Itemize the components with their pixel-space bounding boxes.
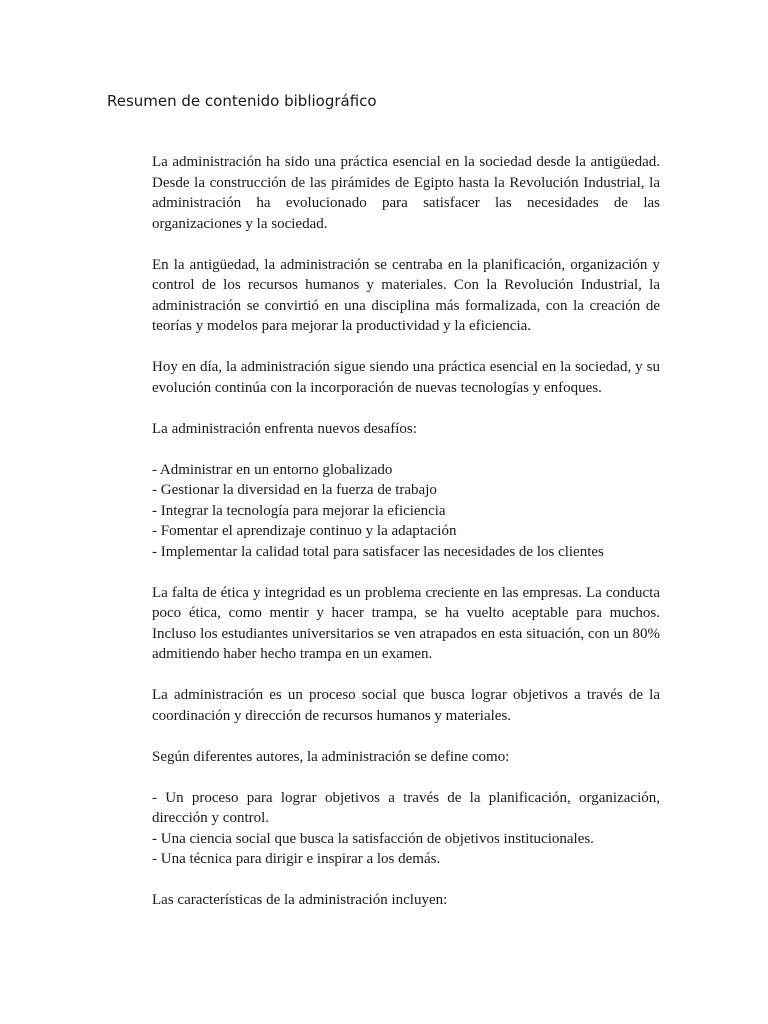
paragraph-challenges-intro: La administración enfrenta nuevos desafíos: xyxy=(152,420,417,437)
paragraph-antiquity: En la antigüedad, la administración se centraba en la planificación, organización y control de los recursos humanos y materiales. Con la Revolución Industrial, la administración se convirtió en una disciplina más formalizada, con la creación de teorías y modelos para mejorar la productividad y la eficiencia. xyxy=(152,256,660,334)
list-item: - Implementar la calidad total para satisfacer las necesidades de los clientes xyxy=(152,543,604,560)
paragraph-today: Hoy en día, la administración sigue siendo una práctica esencial en la sociedad, y su evolución continúa con la incorporación de nuevas tecnologías y enfoques. xyxy=(152,359,660,396)
document-title: Resumen de contenido bibliográfico xyxy=(107,92,377,110)
list-item: - Administrar en un entorno globalizado xyxy=(152,461,393,478)
list-item: - Un proceso para lograr objetivos a través de la planificación, organización, dirección y control. xyxy=(152,789,660,826)
list-item: - Fomentar el aprendizaje continuo y la adaptación xyxy=(152,523,457,539)
document-body xyxy=(152,152,660,911)
paragraph-history: La administración ha sido una práctica esencial en la sociedad desde la antigüedad. Desde la construcción de las pirámides de Egipto hasta la Revolución Industrial, la administración ha evolucionado para satisfacer las necesidades de las organizaciones y la sociedad. xyxy=(152,154,660,232)
definitions-list xyxy=(152,788,660,870)
list-item: - Una ciencia social que busca la satisfacción de objetivos institucionales. xyxy=(152,830,594,847)
paragraph-definitions-intro: Según diferentes autores, la administración se define como: xyxy=(152,748,510,765)
paragraph-characteristics-intro: Las características de la administración incluyen: xyxy=(152,892,448,908)
list-item: - Integrar la tecnología para mejorar la eficiencia xyxy=(152,502,446,519)
paragraph-social-process: La administración es un proceso social que busca lograr objetivos a través de la coordinación y dirección de recursos humanos y materiales. xyxy=(152,687,660,724)
list-item: - Gestionar la diversidad en la fuerza de trabajo xyxy=(152,482,437,498)
challenges-list xyxy=(152,460,660,563)
paragraph-ethics: La falta de ética y integridad es un problema creciente en las empresas. La conducta poco ética, como mentir y hacer trampa, se ha vuelto aceptable para muchos. Incluso los estudiantes universitarios se ven atrapados en esta situación, con un 80% admitiendo haber hecho trampa en un examen. xyxy=(152,584,660,662)
list-item: - Una técnica para dirigir e inspirar a los demás. xyxy=(152,851,441,867)
